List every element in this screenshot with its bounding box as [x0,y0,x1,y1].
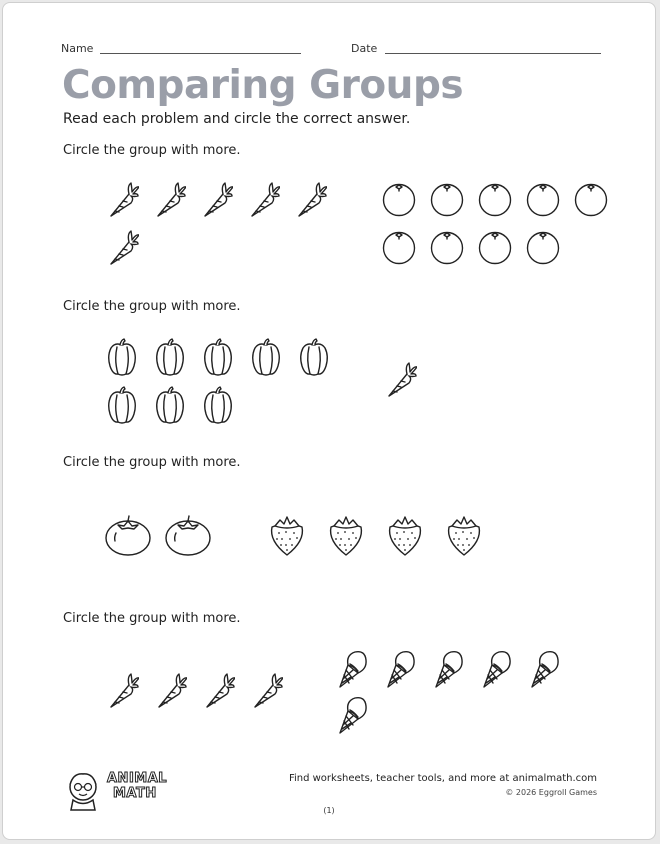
carrot-icon [383,360,417,400]
problem-1-prompt: Circle the group with more. [63,143,241,158]
date-line[interactable] [385,53,601,54]
ice-cream-cone-icon [528,647,562,689]
ice-cream-cone-icon [384,647,418,689]
problem-2-prompt: Circle the group with more. [63,299,241,314]
animal-math-mascot-icon [61,767,105,811]
problem-3-prompt: Circle the group with more. [63,455,241,470]
tomato-icon [164,513,212,557]
footer-tagline: Find worksheets, teacher tools, and more at animalmath.com [288,773,597,784]
tomato-icon [104,513,152,557]
carrot-icon [153,671,187,711]
carrot-icon [201,671,235,711]
page-subtitle: Read each problem and circle the correct answer. [63,111,411,127]
bell-pepper-icon [201,384,235,426]
bell-pepper-icon [153,336,187,378]
bell-pepper-icon [201,336,235,378]
orange-icon [477,229,513,265]
carrot-icon [105,671,139,711]
orange-icon [573,181,609,217]
worksheet-page [2,2,656,840]
ice-cream-cone-icon [480,647,514,689]
carrot-icon [105,228,139,268]
carrot-icon [152,180,186,220]
bell-pepper-icon [249,336,283,378]
strawberry-icon [326,511,366,557]
animal-math-logo-text: ANIMAL MATH [107,771,168,801]
footer-copyright: © 2026 Eggroll Games [505,788,597,797]
ice-cream-cone-icon [336,647,370,689]
orange-icon [429,181,465,217]
ice-cream-cone-icon [336,693,370,735]
orange-icon [525,181,561,217]
carrot-icon [105,180,139,220]
date-label: Date [351,42,378,55]
orange-icon [381,181,417,217]
carrot-icon [293,180,327,220]
name-line[interactable] [100,53,301,54]
bell-pepper-icon [297,336,331,378]
orange-icon [525,229,561,265]
carrot-icon [199,180,233,220]
strawberry-icon [385,511,425,557]
ice-cream-cone-icon [432,647,466,689]
bell-pepper-icon [105,336,139,378]
carrot-icon [246,180,280,220]
bell-pepper-icon [105,384,139,426]
orange-icon [381,229,417,265]
page-title: Comparing Groups [62,63,464,108]
carrot-icon [249,671,283,711]
orange-icon [477,181,513,217]
problem-4-prompt: Circle the group with more. [63,611,241,626]
name-label: Name [61,42,94,55]
page-number: (1) [323,806,335,815]
strawberry-icon [267,511,307,557]
bell-pepper-icon [153,384,187,426]
orange-icon [429,229,465,265]
strawberry-icon [444,511,484,557]
